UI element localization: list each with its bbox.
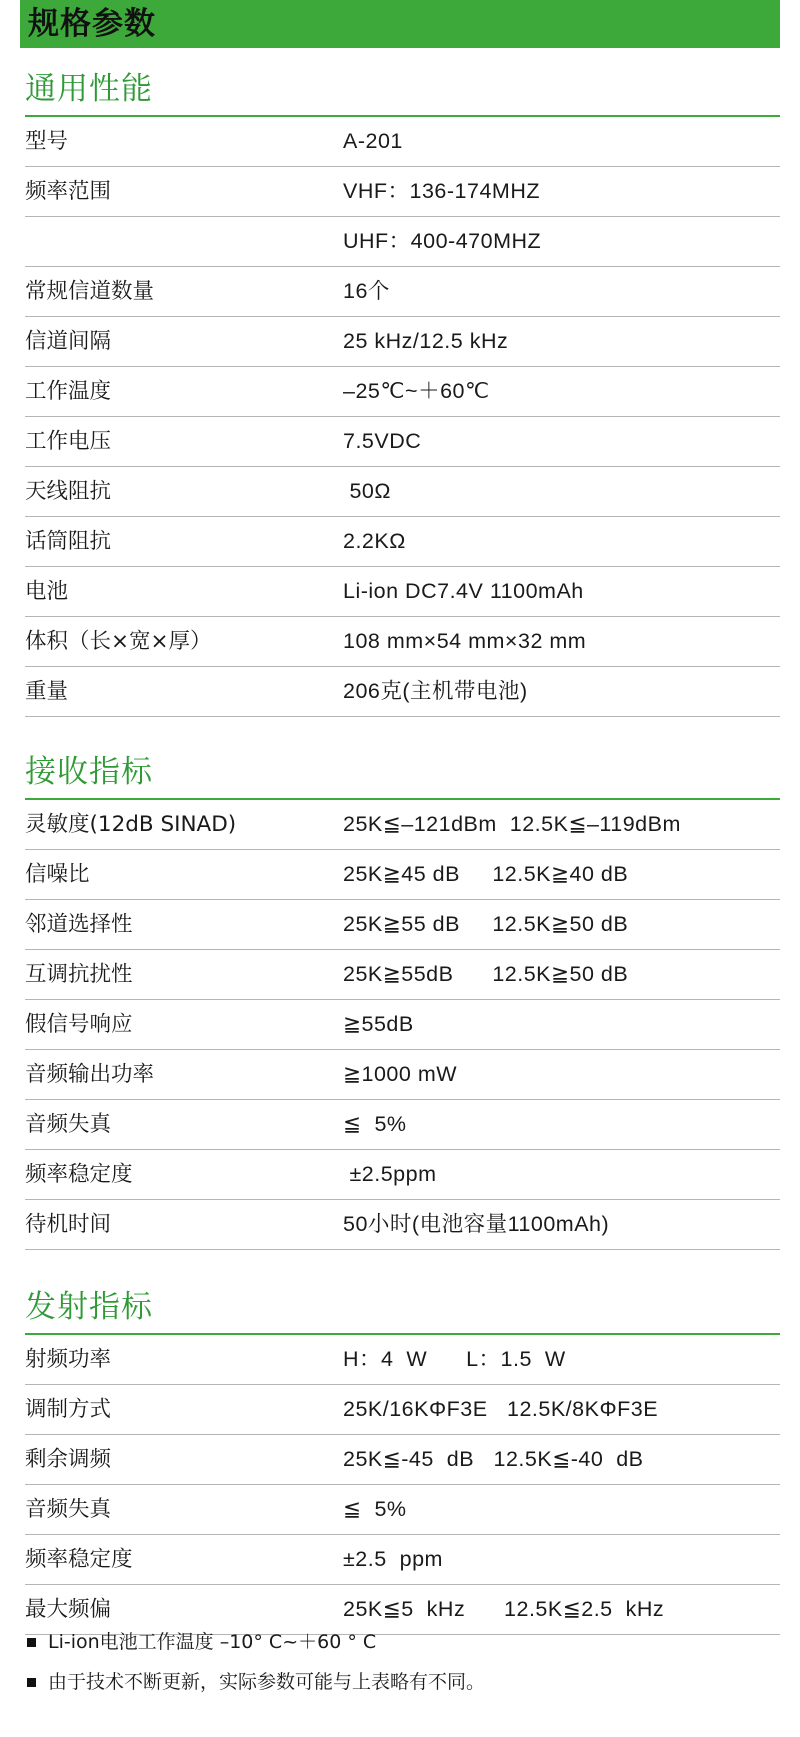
square-bullet-icon [27, 1678, 36, 1687]
footnote [25, 1662, 780, 1702]
spec-label: 体积（长×宽×厚） [25, 629, 212, 654]
spec-label: 剩余调频 [25, 1447, 112, 1472]
spec-value: VHF：136-174MHZ [343, 179, 540, 203]
spec-label: 频率范围 [25, 179, 112, 204]
spec-row [25, 267, 780, 317]
footnotes [25, 1622, 780, 1702]
spec-label: 频率稳定度 [25, 1547, 133, 1572]
spec-label: 待机时间 [25, 1212, 112, 1237]
spec-value: 2.2KΩ [343, 529, 406, 553]
page-title: 规格参数 [20, 0, 780, 48]
spec-label: 常规信道数量 [25, 279, 155, 304]
spec-label: 电池 [25, 579, 69, 604]
spec-value: 50小时(电池容量1100mAh) [343, 1212, 610, 1236]
spec-row [25, 1335, 780, 1385]
spec-label: 互调抗扰性 [25, 962, 133, 987]
spec-value: Li-ion DC7.4V 1100mAh [343, 579, 584, 603]
spec-value: 50Ω [343, 479, 391, 503]
footnote-text: 由于技术不断更新，实际参数可能与上表略有不同。 [48, 1671, 486, 1693]
spec-row [25, 667, 780, 717]
spec-row [25, 1435, 780, 1485]
spec-row [25, 1200, 780, 1250]
spec-value: ≧1000 mW [343, 1062, 458, 1086]
spec-value: 25K≦–121dBm 12.5K≦–119dBm [343, 812, 681, 836]
spec-row [25, 1100, 780, 1150]
spec-value: ≦ 5% [343, 1112, 407, 1136]
spec-value: 108 mm×54 mm×32 mm [343, 629, 587, 653]
spec-row [25, 1150, 780, 1200]
spec-value: 25K≧45 dB 12.5K≧40 dB [343, 862, 629, 886]
spec-label: 工作电压 [25, 429, 112, 454]
spec-row [25, 1050, 780, 1100]
section-receive [25, 746, 780, 1250]
spec-value: 25K≧55dB 12.5K≧50 dB [343, 962, 629, 986]
spec-label: 调制方式 [25, 1397, 112, 1422]
square-bullet-icon [27, 1638, 36, 1647]
spec-value: ≦ 5% [343, 1497, 407, 1521]
section-title: 接收指标 [25, 746, 780, 800]
spec-value: ±2.5ppm [343, 1162, 437, 1186]
spec-label: 射频功率 [25, 1347, 112, 1372]
spec-label: 音频失真 [25, 1497, 112, 1522]
spec-label: 假信号响应 [25, 1012, 133, 1037]
spec-label: 型号 [25, 129, 69, 154]
section-transmit [25, 1281, 780, 1635]
spec-value: 25K≦-45 dB 12.5K≦-40 dB [343, 1447, 644, 1471]
spec-value: ≧55dB [343, 1012, 414, 1036]
spec-row [25, 1000, 780, 1050]
spec-value: ±2.5 ppm [343, 1547, 443, 1571]
spec-value: 25K≧55 dB 12.5K≧50 dB [343, 912, 629, 936]
spec-row [25, 850, 780, 900]
spec-row [25, 217, 780, 267]
spec-row [25, 417, 780, 467]
spec-row [25, 367, 780, 417]
section-general [25, 63, 780, 717]
spec-value: H：4 W L：1.5 W [343, 1347, 566, 1371]
spec-value: UHF：400-470MHZ [343, 229, 542, 253]
spec-label: 信道间隔 [25, 329, 112, 354]
spec-label [25, 217, 343, 266]
spec-value: A-201 [343, 129, 403, 153]
section-title: 通用性能 [25, 63, 780, 117]
spec-label: 音频失真 [25, 1112, 112, 1137]
spec-value: 7.5VDC [343, 429, 422, 453]
spec-label: 音频输出功率 [25, 1062, 155, 1087]
spec-row [25, 1485, 780, 1535]
spec-label: 工作温度 [25, 379, 112, 404]
spec-row [25, 317, 780, 367]
spec-row [25, 1385, 780, 1435]
spec-label: 邻道选择性 [25, 912, 133, 937]
spec-value: 25K≦5 kHz 12.5K≦2.5 kHz [343, 1597, 665, 1621]
spec-value: 25K/16KΦF3E 12.5K/8KΦF3E [343, 1397, 659, 1421]
section-title: 发射指标 [25, 1281, 780, 1335]
footnote [25, 1622, 780, 1662]
spec-row [25, 517, 780, 567]
spec-label: 最大频偏 [25, 1597, 112, 1622]
spec-label: 频率稳定度 [25, 1162, 133, 1187]
spec-label: 重量 [25, 679, 69, 704]
spec-row [25, 1535, 780, 1585]
spec-value: 206克(主机带电池) [343, 679, 528, 703]
spec-label: 灵敏度(12dB SINAD) [25, 812, 237, 837]
spec-value: 25 kHz/12.5 kHz [343, 329, 509, 353]
spec-label: 话筒阻抗 [25, 529, 112, 554]
spec-row [25, 617, 780, 667]
spec-row [25, 167, 780, 217]
footnote-text: Li-ion电池工作温度 –10° C~＋60 ° C [48, 1631, 377, 1653]
spec-value: –25℃~＋60℃ [343, 379, 490, 403]
spec-row [25, 950, 780, 1000]
spec-row [25, 467, 780, 517]
spec-row [25, 900, 780, 950]
spec-row [25, 800, 780, 850]
spec-label: 天线阻抗 [25, 479, 112, 504]
spec-label: 信噪比 [25, 862, 90, 887]
spec-row [25, 117, 780, 167]
spec-value: 16个 [343, 279, 390, 303]
spec-row [25, 567, 780, 617]
